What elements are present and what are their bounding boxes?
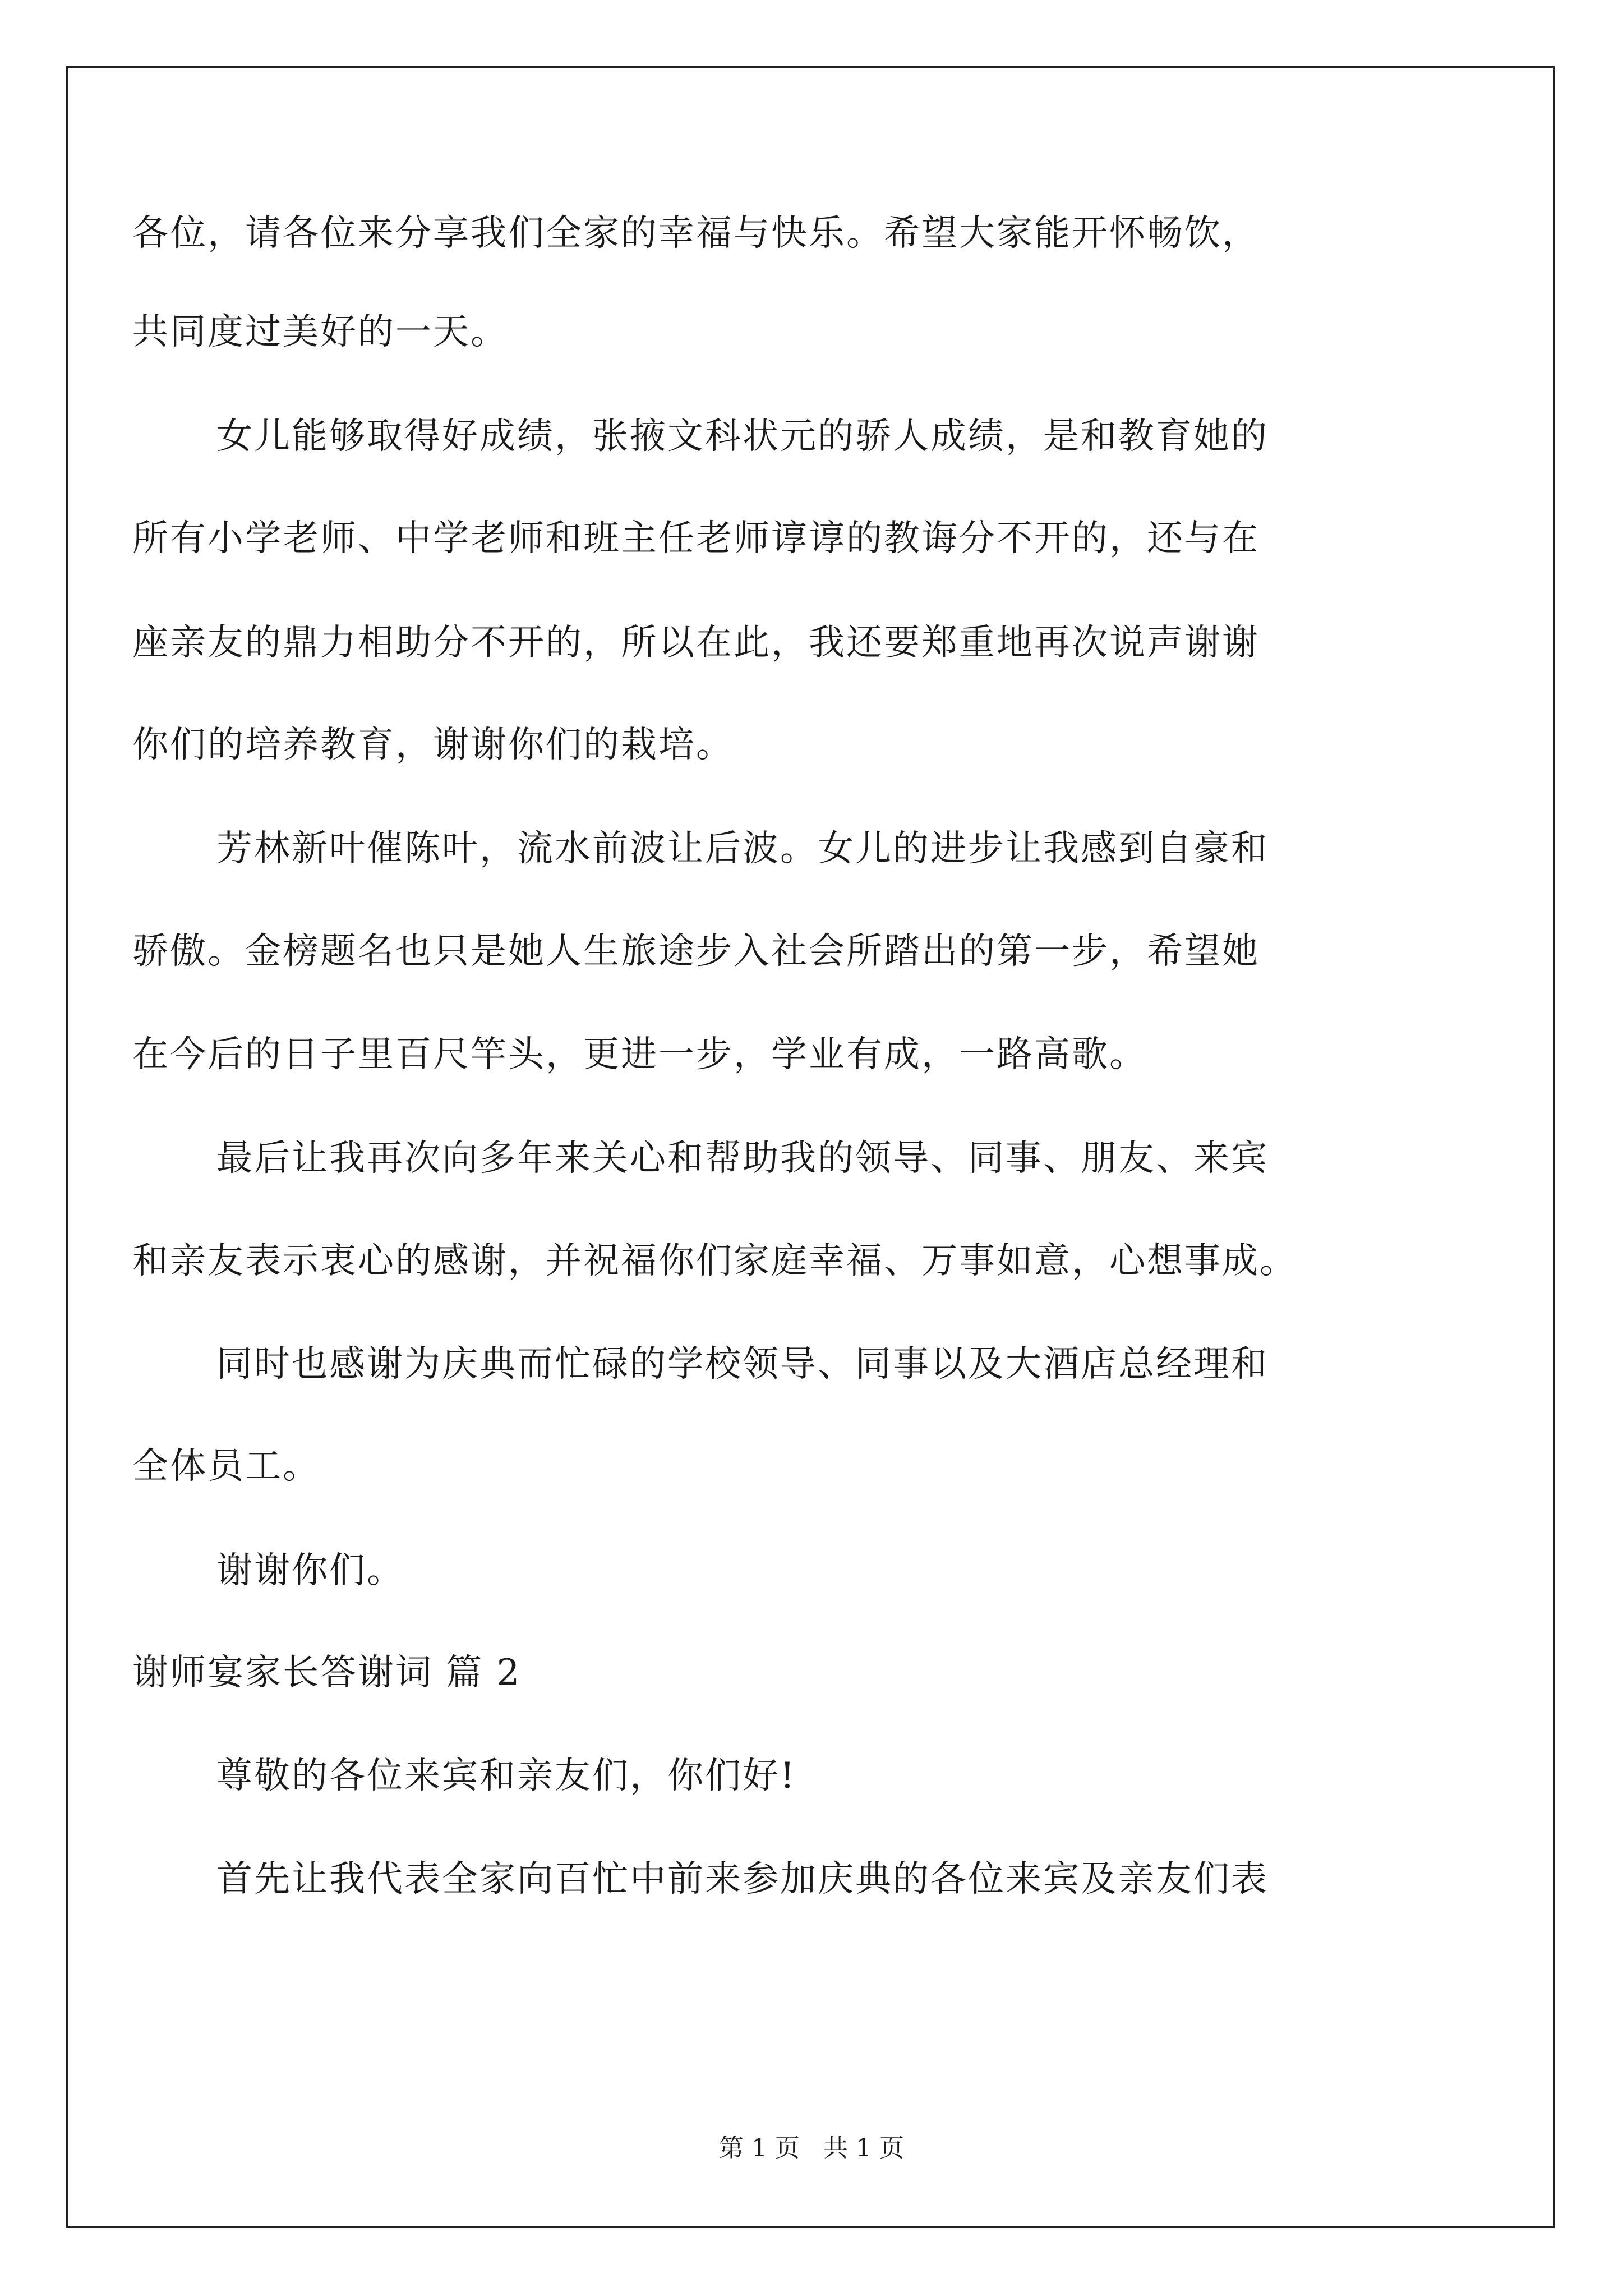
body-line: 和亲友表示衷心的感谢，并祝福你们家庭幸福、万事如意，心想事成。 [132,1240,1297,1282]
body-line: 座亲友的鼎力相助分不开的，所以在此，我还要郑重地再次说声谢谢 [132,622,1260,664]
body-line: 各位，请各位来分享我们全家的幸福与快乐。希望大家能开怀畅饮， [132,213,1260,254]
paragraph-start-line: 同时也感谢为庆典而忙碌的学校领导、同事以及大酒店总经理和 [216,1343,1269,1385]
body-line: 在今后的日子里百尺竿头，更进一步，学业有成，一路高歌。 [132,1034,1147,1075]
body-line: 全体员工。 [132,1446,320,1487]
paragraph-start-line: 谢谢你们。 [216,1550,404,1591]
body-line: 共同度过美好的一天。 [132,311,508,353]
paragraph-start-line: 首先让我代表全家向百忙中前来参加庆典的各位来宾及亲友们表 [216,1858,1269,1900]
section-heading: 谢师宴家长答谢词 篇 2 [132,1652,522,1694]
paragraph-start-line: 女儿能够取得好成绩，张掖文科状元的骄人成绩，是和教育她的 [216,416,1269,457]
body-line: 骄傲。金榜题名也只是她人生旅途步入社会所踏出的第一步，希望她 [132,931,1260,972]
paragraph-start-line: 最后让我再次向多年来关心和帮助我的领导、同事、朋友、来宾 [216,1138,1269,1179]
page-number-footer: 第 1 页 共 1 页 [719,2134,904,2162]
salutation-line: 尊敬的各位来宾和亲友们，你们好! [216,1755,796,1797]
body-line: 你们的培养教育，谢谢你们的栽培。 [132,724,734,766]
body-line: 所有小学老师、中学老师和班主任老师谆谆的教诲分不开的，还与在 [132,518,1260,559]
paragraph-start-line: 芳林新叶催陈叶，流水前波让后波。女儿的进步让我感到自豪和 [216,828,1269,869]
